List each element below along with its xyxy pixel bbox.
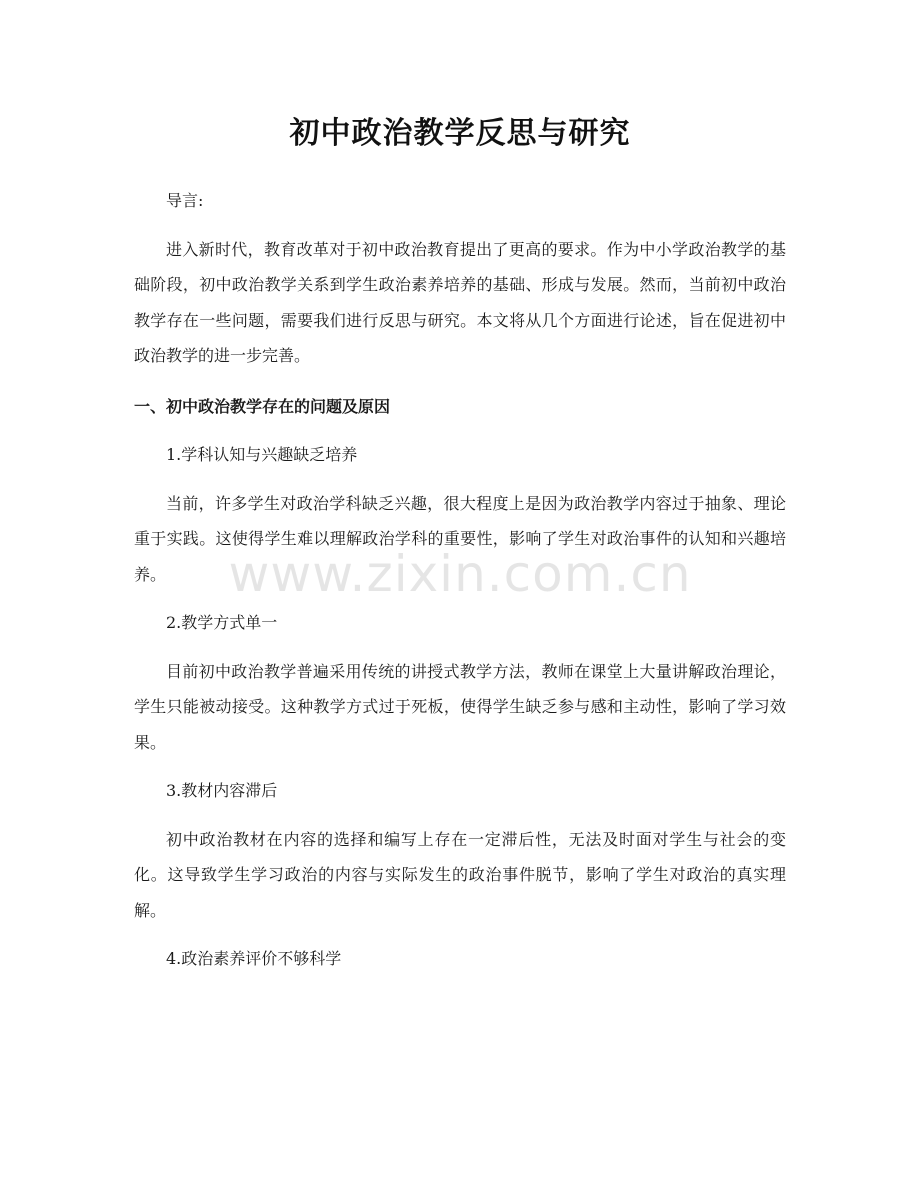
- watermark: www.zixin.com.cn: [228, 545, 692, 603]
- item-body-1: 当前，许多学生对政治学科缺乏兴趣，很大程度上是因为政治教学内容过于抽象、理论重于实践。这使得学生难以理解政治学科的重要性，影响了学生对政治事件的认知和兴趣培养。: [134, 493, 786, 584]
- item-title-1: 1.学科认知与兴趣缺乏培养: [166, 445, 358, 464]
- item-title-3: 3.教材内容滞后: [166, 781, 278, 800]
- item-body-2: 目前初中政治教学普遍采用传统的讲授式教学方法，教师在课堂上大量讲解政治理论，学生只能被动接受。这种教学方式过于死板，使得学生缺乏参与感和主动性，影响了学习效果。: [134, 661, 786, 752]
- item-body-3: 初中政治教材在内容的选择和编写上存在一定滞后性，无法及时面对学生与社会的变化。这导致学生学习政治的内容与实际发生的政治事件脱节，影响了学生对政治的真实理解。: [134, 829, 786, 920]
- document-body: [134, 183, 786, 977]
- intro-paragraph: 进入新时代，教育改革对于初中政治教育提出了更高的要求。作为中小学政治教学的基础阶段，初中政治教学关系到学生政治素养培养的基础、形成与发展。然而，当前初中政治教学存在一些问题，需要我们进行反思与研究。本文将从几个方面进行论述，旨在促进初中政治教学的进一步完善。: [134, 239, 786, 365]
- page-title: 初中政治教学反思与研究: [289, 116, 631, 151]
- section-heading: 一、初中政治教学存在的问题及原因: [134, 396, 391, 416]
- intro-label: 导言:: [166, 191, 204, 210]
- item-title-4: 4.政治素养评价不够科学: [166, 949, 342, 968]
- item-title-2: 2.教学方式单一: [166, 613, 278, 632]
